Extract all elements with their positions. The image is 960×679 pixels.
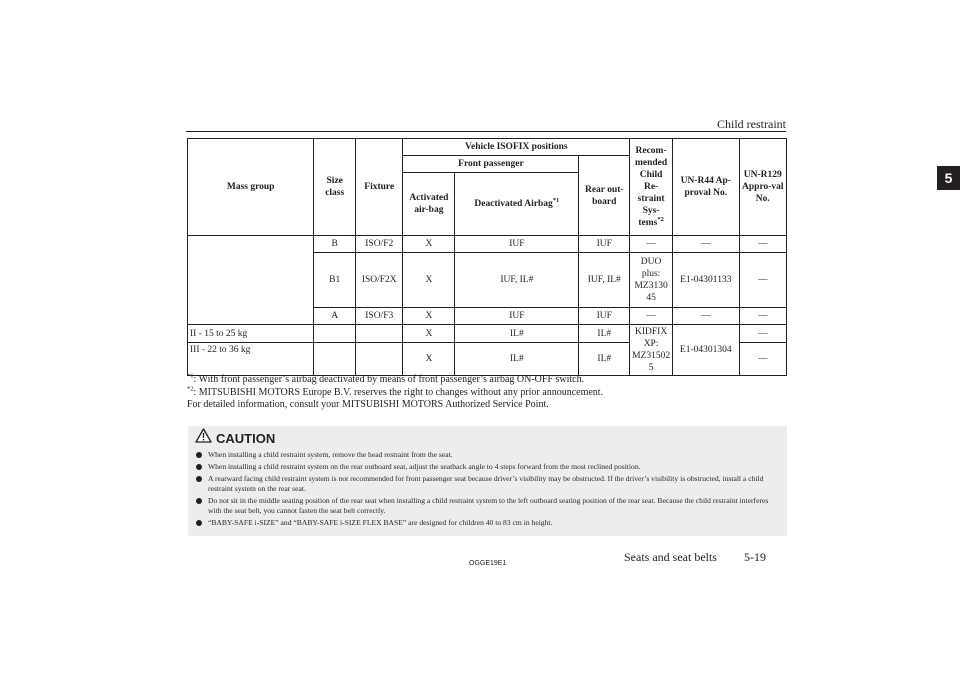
- activated-airbag-cell: X: [403, 343, 455, 376]
- caution-item: A rearward facing child restraint system is not recommended for front passenger seat because driver’s visibility may be obstructed. If the driver’s visibility is obstructed, install a child restraint system on the rear seat.: [196, 474, 782, 494]
- fixture-cell: [356, 325, 403, 343]
- caution-box: [188, 426, 787, 536]
- activated-airbag-cell: X: [403, 325, 455, 343]
- footnotes: [187, 374, 787, 412]
- header-mass-group: Mass group: [188, 139, 314, 236]
- recommended-cell: DUO plus: MZ3130 45: [630, 253, 673, 308]
- size-class-cell: B1: [314, 253, 356, 308]
- un-r129-cell: —: [739, 343, 786, 376]
- caution-item: When installing a child restraint system, remove the head restraint from the seat.: [196, 450, 782, 460]
- bullet-icon: [196, 520, 202, 526]
- rear-outboard-cell: IUF, IL#: [579, 253, 630, 308]
- header-un-r44: UN-R44 Ap-proval No.: [673, 139, 740, 236]
- un-r129-cell: —: [739, 236, 786, 253]
- rear-outboard-cell: IUF: [579, 308, 630, 325]
- header-front-passenger: Front passenger: [403, 156, 579, 173]
- recommended-cell: —: [630, 308, 673, 325]
- caution-item: Do not sit in the middle seating position of the rear seat when installing a child restraint system to the left outboard seating position of the rear seat. Because the child restraint interferes with the seat belt, you cannot fasten the seat belt correctly.: [196, 496, 782, 516]
- activated-airbag-cell: X: [403, 308, 455, 325]
- recommended-cell: —: [630, 236, 673, 253]
- size-class-cell: B: [314, 236, 356, 253]
- bullet-icon: [196, 498, 202, 504]
- header-deactivated-airbag: Deactivated Airbag$^{*1}$: [455, 173, 579, 236]
- header-fixture: Fixture: [356, 139, 403, 236]
- bullet-icon: [196, 452, 202, 458]
- recommended-cell: KIDFIX XP: MZ31502 5: [630, 325, 673, 376]
- un-r44-cell: —: [673, 236, 740, 253]
- footnote-service-point: For detailed information, consult your MITSUBISHI MOTORS Authorized Service Point.: [187, 399, 549, 410]
- size-class-cell: [314, 325, 356, 343]
- caution-label: CAUTION: [216, 430, 276, 446]
- un-r129-cell: —: [739, 325, 786, 343]
- un-r44-cell: E1-04301304: [673, 325, 740, 376]
- un-r44-cell: —: [673, 308, 740, 325]
- rear-outboard-cell: IUF: [579, 236, 630, 253]
- document-code: OGGE19E1: [469, 560, 507, 567]
- header-size-class: Size class: [314, 139, 356, 236]
- header-un-r129: UN-R129 Appro-val No.: [739, 139, 786, 236]
- footnote-1: $^{*1}$: With front passenger’s airbag deactivated by means of front passenger’s airbag ON-OFF switch.: [187, 372, 585, 385]
- activated-airbag-cell: X: [403, 253, 455, 308]
- deactivated-airbag-cell: IL#: [455, 325, 579, 343]
- header-vehicle-isofix: Vehicle ISOFIX positions: [403, 139, 630, 156]
- bullet-icon: [196, 476, 202, 482]
- isofix-positions-table: [187, 138, 787, 376]
- un-r44-cell: E1-04301133: [673, 253, 740, 308]
- table-row: [188, 236, 787, 253]
- size-class-cell: A: [314, 308, 356, 325]
- mass-group-cell: [188, 236, 314, 325]
- fixture-cell: ISO/F2: [356, 236, 403, 253]
- bullet-icon: [196, 464, 202, 470]
- footer-section-title: Seats and seat belts: [624, 550, 717, 564]
- mass-group-cell: III - 22 to 36 kg: [188, 343, 314, 376]
- fixture-cell: ISO/F2X: [356, 253, 403, 308]
- activated-airbag-cell: X: [403, 236, 455, 253]
- chapter-tab: 5: [937, 166, 960, 190]
- caution-item: “BABY-SAFE i-SIZE” and “BABY-SAFE i-SIZE FLEX BASE” are designed for children 40 to 83 cm in height.: [196, 518, 782, 528]
- page-number: 5-19: [744, 550, 766, 564]
- caution-item: When installing a child restraint system on the rear outboard seat, adjust the seatback angle to 4 steps forward from the most reclined position.: [196, 462, 782, 472]
- header-activated-airbag: Activated air-bag: [403, 173, 455, 236]
- header-recommended: Recom-mended Child Re-straint Sys-tems$^{*2}$: [630, 139, 673, 236]
- deactivated-airbag-cell: IL#: [455, 343, 579, 376]
- section-header-title: Child restraint: [717, 117, 786, 131]
- footnote-2: $^{*2}$: MITSUBISHI MOTORS Europe B.V. reserves the right to changes without any prior announcement.: [187, 385, 604, 398]
- fixture-cell: [356, 343, 403, 376]
- header-rear-outboard: Rear out-board: [579, 156, 630, 236]
- un-r129-cell: —: [739, 308, 786, 325]
- caution-list: [188, 450, 787, 528]
- deactivated-airbag-cell: IUF: [455, 308, 579, 325]
- deactivated-airbag-cell: IUF: [455, 236, 579, 253]
- caution-heading: [188, 426, 787, 447]
- table-row: [188, 325, 787, 343]
- warning-triangle-icon: [195, 428, 212, 448]
- header-rule: [186, 131, 786, 132]
- size-class-cell: [314, 343, 356, 376]
- rear-outboard-cell: IL#: [579, 343, 630, 376]
- mass-group-cell: II - 15 to 25 kg: [188, 325, 314, 343]
- un-r129-cell: —: [739, 253, 786, 308]
- rear-outboard-cell: IL#: [579, 325, 630, 343]
- fixture-cell: ISO/F3: [356, 308, 403, 325]
- deactivated-airbag-cell: IUF, IL#: [455, 253, 579, 308]
